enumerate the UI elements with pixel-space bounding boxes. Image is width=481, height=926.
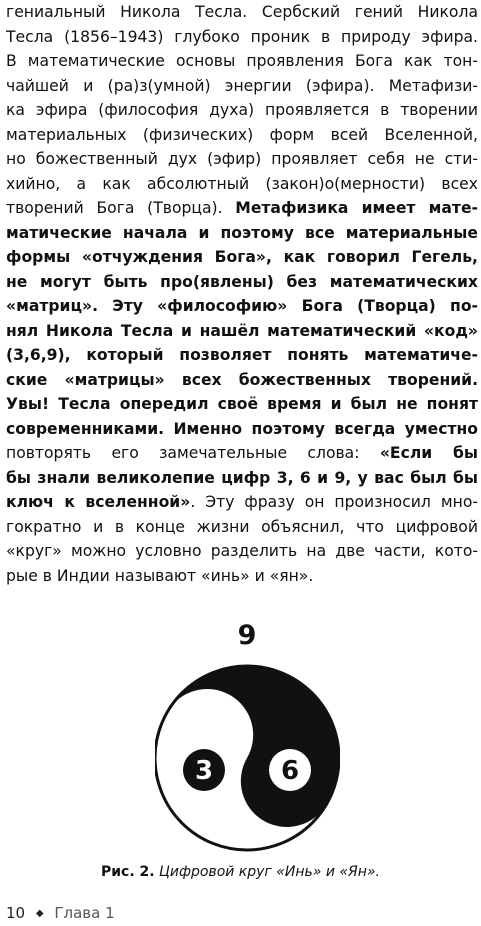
text-line — [6, 441, 478, 466]
text-run: но божественный дух (эфир) проявляет себя не сти- — [6, 150, 478, 168]
text-line — [6, 417, 478, 442]
text-run: ка эфира (философия духа) проявляется в творении — [6, 101, 478, 119]
bold-text-run: нял Никола Тесла и нашёл математический «код» — [6, 321, 478, 340]
bold-text-run: ские «матрицы» всех божественных творений. — [6, 370, 478, 389]
text-line — [6, 343, 478, 368]
text-line — [6, 25, 478, 50]
page-number: 10 — [6, 904, 26, 922]
text-run: материальных (физических) форм всей Вселенной, — [6, 125, 478, 144]
text-line — [6, 74, 478, 99]
text-line — [6, 270, 478, 295]
text-run: хийно, а как абсолютный (закон)о(мерности) всех — [6, 174, 478, 193]
bold-text-run: ключ к вселенной» — [6, 493, 191, 511]
bold-text-run: матические начала и поэтому все материальные — [6, 223, 478, 242]
text-run: гократно и в конце жизни объяснил, что цифровой — [6, 517, 478, 536]
page-footer — [6, 904, 115, 922]
text-line — [6, 49, 478, 74]
text-line — [6, 466, 478, 491]
text-line — [6, 539, 478, 564]
chapter-label: Глава 1 — [54, 904, 115, 922]
text-run: . Эту фразу он произносил мно- — [190, 493, 478, 511]
bold-text-run: Метафизика имеет мате- — [235, 199, 478, 217]
caption-number: Рис. 2. — [100, 864, 155, 880]
text-line — [6, 147, 478, 172]
digit-3-label: 3 — [194, 756, 214, 786]
body-paragraph — [6, 0, 478, 588]
text-line — [6, 564, 478, 589]
text-run: «круг» можно условно разделить на две части, кото- — [6, 542, 478, 560]
bold-text-run: (3,6,9), который позволяет понять математиче- — [6, 346, 478, 364]
figure-caption — [0, 864, 481, 880]
bold-text-run: современниками. Именно поэтому всегда уместно — [6, 419, 478, 438]
text-line — [6, 245, 478, 270]
footer-separator-icon: ◆ — [35, 908, 44, 919]
caption-text: Цифровой круг «Инь» и «Ян». — [159, 864, 381, 880]
text-line — [6, 221, 478, 246]
text-run: В математические основы проявления Бога как тон- — [6, 52, 478, 70]
bold-text-run: «Если бы — [379, 444, 478, 462]
text-line — [6, 196, 478, 221]
text-run: Тесла (1856–1943) глубоко проник в природу эфира. — [6, 27, 478, 46]
text-line — [6, 515, 478, 540]
text-run: повторять его замечательные слова: — [6, 444, 380, 462]
text-line — [6, 368, 478, 393]
bold-text-run: Увы! Тесла опередил своё время и был не понят — [6, 395, 478, 413]
bold-text-run: формы «отчуждения Бога», как говорил Гегель, — [6, 248, 478, 266]
text-line — [6, 123, 478, 148]
bold-text-run: «матриц». Эту «философию» Бога (Творца) по- — [6, 297, 478, 315]
text-line — [6, 392, 478, 417]
text-line — [6, 98, 478, 123]
bold-text-run: не могут быть про(явлены) без математических — [6, 272, 478, 291]
text-line — [6, 490, 478, 515]
text-run: рые в Индии называют «инь» и «ян». — [6, 566, 314, 585]
text-line — [6, 172, 478, 197]
yin-yang-symbol — [155, 632, 340, 850]
text-line — [6, 319, 478, 344]
text-line — [6, 294, 478, 319]
text-run: чайшей и (ра)з(умной) энергии (эфира). Метафизи- — [6, 76, 478, 95]
bold-text-run: бы знали великолепие цифр 3, 6 и 9, у вас был бы — [6, 468, 478, 487]
text-run: творений Бога (Творца). — [6, 199, 236, 217]
yin-yang-figure — [155, 614, 340, 859]
text-run: гениальный Никола Тесла. Сербский гений Никола — [6, 3, 478, 21]
digit-9-label: 9 — [237, 620, 257, 651]
yin-yang-diagram — [155, 614, 340, 859]
text-line — [6, 0, 478, 25]
digit-6-label: 6 — [280, 756, 300, 786]
